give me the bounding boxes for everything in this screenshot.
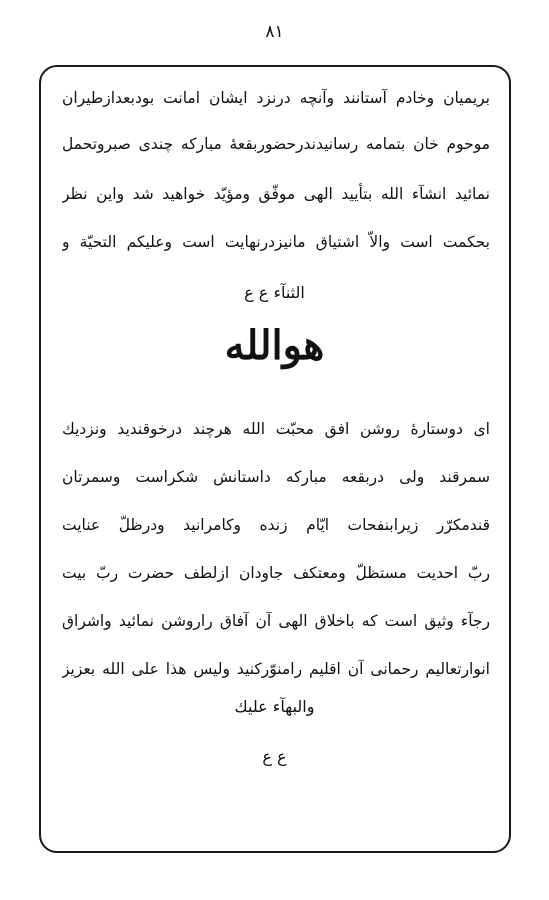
page-number: ٨١: [265, 22, 284, 42]
second-tablet-line-2: سمرقند ولى دربقعه مباركه داستانش شكراست وسمرتان: [62, 468, 490, 486]
second-tablet-line-4: ربّ احديت مستظلّ ومعتكف جاودان ازلطف حضرت ربّ بيت: [62, 564, 490, 582]
first-tablet-line-1: بريميان وخادم آستانند وآنچه درنزد ايشان امانت بودبعدازطيران: [62, 89, 490, 107]
second-tablet-line-3: قندمكرّر زيرابنفحات ايّام زنده وكامرانيد ودرظلّ عنايت: [62, 516, 490, 534]
second-tablet-closing: والبهآء عليك: [234, 697, 315, 716]
invocation-heading: هوالله: [224, 322, 325, 369]
first-tablet-line-2: موحوم خان بتمامه رسانيدندرحضوربقعۀ مباركه چندى صبروتحمل: [62, 135, 490, 153]
second-tablet-line-6: انوارتعاليم رحمانى آن اقليم رامنوّركنيد وليس هذا على الله بعزيز: [62, 660, 490, 678]
second-tablet-line-5: رجآء وثيق است كه باخلاق الهى آن آفاق راروشن نمائيد واشراق: [62, 612, 490, 630]
first-tablet-closing: الثنآء ع ع: [244, 283, 305, 302]
first-tablet-line-4: بحكمت است والاّ اشتياق مانيزدرنهايت است وعليكم التحيّة و: [62, 233, 490, 251]
second-tablet-line-1: اى دوستارۀ روشن افق محبّت الله هرچند درخوقنديد ونزديك: [62, 420, 490, 438]
signature: ع ع: [262, 747, 287, 766]
first-tablet-line-3: نمائيد انشآء الله بتأييد الهى موفّق ومؤيّد خواهيد شد واين نظر: [62, 185, 490, 203]
